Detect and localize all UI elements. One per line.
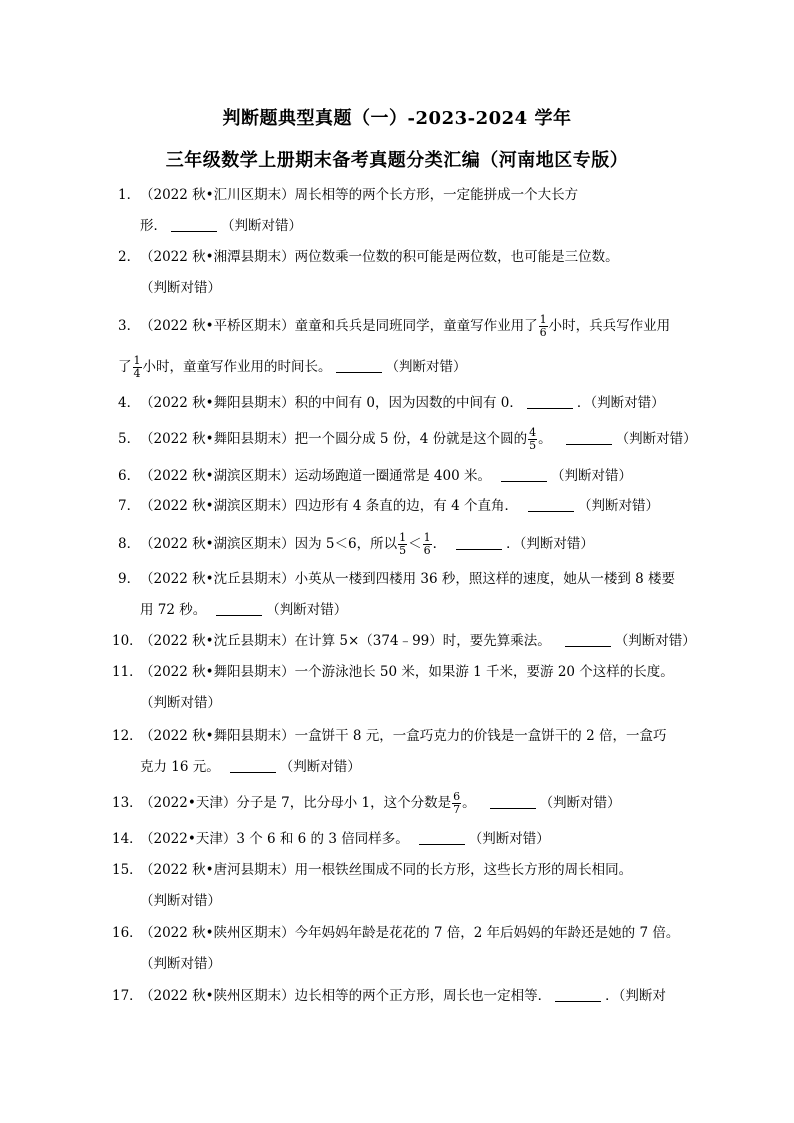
question-text: 小时，兵兵写作业用 xyxy=(548,318,671,334)
fraction: $\frac{1}{5}$ xyxy=(399,531,407,557)
question-text: （2022 秋•湖滨区期末）运动场跑道一圈通常是 400 米。 xyxy=(140,468,491,484)
question-text: 克力 16 元。 xyxy=(140,759,220,775)
judge-tag: （判断对错） xyxy=(266,602,348,618)
answer-blank[interactable] xyxy=(555,987,601,1002)
question-text: （2022 秋•湘潭县期末）两位数乘一位数的积可能是两位数，也可能是三位数。 xyxy=(140,249,619,265)
question-text: （2022 秋•平桥区期末）童童和兵兵是同班同学，童童写作业用了 xyxy=(140,318,538,334)
question-text: （2022 秋•舞阳县期末）一个游泳池长 50 米，如果游 1 千米，要游 20 个这样的长度。 xyxy=(140,664,674,680)
judge-tag: （判断对错） xyxy=(590,395,665,411)
answer-blank[interactable] xyxy=(565,632,611,647)
question-text: 用 72 秒。 xyxy=(140,602,207,618)
question-number: 17． xyxy=(112,988,143,1004)
question-number: 3． xyxy=(118,318,141,334)
fraction: $\frac{1}{6}$ xyxy=(539,313,547,339)
judge-tag: （判断对错） xyxy=(550,468,632,484)
answer-blank[interactable] xyxy=(336,358,382,373)
fraction: $\frac{1}{4}$ xyxy=(133,354,141,380)
question-text: 小时，童童写作业用的时间长。 xyxy=(142,359,332,375)
question-text: （2022 秋•舞阳县期末）把一个圆分成 5 份，4 份就是这个圆的 xyxy=(140,431,528,447)
judge-tag: （判断对错） xyxy=(140,280,221,296)
question-text: （2022 秋•舞阳县期末）积的中间有 0，因为因数的中间有 0． xyxy=(140,395,523,411)
question-text: 了 xyxy=(118,359,132,375)
question-text: （2022•天津）分子是 7，比分母小 1，这个分数是 xyxy=(140,795,452,811)
question-text: （2022 秋•舞阳县期末）一盒饼干 8 元，一盒巧克力的价钱是一盒饼干的 2 倍，一盒巧 xyxy=(140,728,667,744)
judge-tag: （判断对错） xyxy=(519,536,594,552)
question-number: 1． xyxy=(118,187,141,203)
question-text: （2022 秋•湖滨区期末）四边形有 4 条直的边，有 4 个直角． xyxy=(140,498,518,514)
document-page: 判断题典型真题（一）-2023-2024 学年 三年级数学上册期末备考真题分类汇编（河南地区专版） 1． （2022 秋•汇川区期末）周长相等的两个长方形，一定能拼成一个大长方 形． （判断对错） 2． （2022 秋•湘潭县期末）两位数乘一位数的积可能是两位数，也可能是三位数。 （判断对错） 3． （2022 秋•平桥区期末）童童和兵兵是同班同学，童童写作业用了 $\frac{1}{6}$ 小时，兵兵写作业用 了 $\frac{1}{4}$ 小时，童童写作业用的时间长。 （判断对错） 4． （2022 秋•舞阳县期末）积的中间有 0，因为因数的中间有 0． ．（判断对错） 5． （2022 秋•舞阳县期末）把一个圆分成 5 份，4 份就是这个圆的 $\frac{4}{5}$ 。 （判断对错） 6． （2022 秋•湖滨区期末）运动场跑道一圈通常是 400 米。 （判断对错） 7． （2022 秋•湖滨区期末）四边形有 4 条直的边，有 4 个直角． （判断对错） 8． （2022 秋•湖滨区期末）因为 5＜6，所以 $\frac{1}{5}$ ＜ $\frac{1}{6}$ ． ．（判断对错） 9． （2022 秋•沈丘县期末）小英从一楼到四楼用 36 秒，照这样的速度，她从一楼到 8 楼要 用 72 秒。 （判断对错） 10． （2022 秋•沈丘县期末）在计算 5×（374﹣99）时，要先算乘法。 （判断对错） 11． （2022 秋•舞阳县期末）一个游泳池长 50 米，如果游 1 千米，要游 20 个这样的长度。 （判断对错） 12． （2022 秋•舞阳县期末）一盒饼干 8 元，一盒巧克力的价钱是一盒饼干的 2 倍，一盒巧 克力 16 元。 （判断对错） 13． （2022•天津）分子是 7，比分母小 1，这个分数是 $\frac{6}{7}$ 。 （判断对错） 14． （2022•天津）3 个 6 和 6 的 3 倍同样多。 （判断对错） 15． （2022 秋•唐河县期末）用一根铁丝围成不同的长方形，这些长方形的周长相同。 （判断对错） 16． （2022 秋•陕州区期末）今年妈妈年龄是花花的 7 倍，2 年后妈妈的年龄还是她的 7 倍。 （判断对错） 17． （2022 秋•陕州区期末）边长相等的两个正方形，周长也一定相等． ．（判断对 xyxy=(0,0,794,1123)
answer-blank[interactable] xyxy=(419,830,465,845)
answer-blank[interactable] xyxy=(230,758,276,773)
fraction: $\frac{1}{6}$ xyxy=(423,531,431,557)
judge-tag: （判断对错） xyxy=(385,359,467,375)
question-number: 6． xyxy=(118,468,141,484)
judge-tag: （判断对错） xyxy=(468,831,550,847)
answer-blank[interactable] xyxy=(501,467,547,482)
question-number: 16． xyxy=(112,925,143,941)
answer-blank[interactable] xyxy=(566,430,612,445)
question-text: （2022 秋•陕州区期末）今年妈妈年龄是花花的 7 倍，2 年后妈妈的年龄还是她的 7 倍。 xyxy=(140,925,680,941)
question-number: 12． xyxy=(112,728,143,744)
question-number: 14． xyxy=(112,831,143,847)
judge-tag: （判断对错） xyxy=(279,759,361,775)
answer-blank[interactable] xyxy=(171,217,217,232)
question-text: （2022 秋•沈丘县期末）小英从一楼到四楼用 36 秒，照这样的速度，她从一楼到 8 楼要 xyxy=(140,571,676,587)
question-number: 2． xyxy=(118,249,141,265)
answer-blank[interactable] xyxy=(527,394,573,409)
question-number: 13． xyxy=(112,795,143,811)
judge-tag: （判断对错） xyxy=(615,431,697,447)
question-number: 4． xyxy=(118,395,141,411)
question-number: 5． xyxy=(118,431,141,447)
answer-blank[interactable] xyxy=(490,794,536,809)
question-number: 9． xyxy=(118,571,141,587)
judge-tag: （判断对错） xyxy=(577,498,659,514)
judge-tag: （判断对错） xyxy=(539,795,621,811)
answer-blank[interactable] xyxy=(216,601,262,616)
judge-tag: （判断对错） xyxy=(140,893,221,909)
answer-blank[interactable] xyxy=(456,535,502,550)
question-text: 形． xyxy=(140,218,167,234)
question-number: 8． xyxy=(118,536,141,552)
question-number: 7． xyxy=(118,498,141,514)
question-number: 15． xyxy=(112,862,143,878)
question-number: 10． xyxy=(112,633,143,649)
question-text: （2022•天津）3 个 6 和 6 的 3 倍同样多。 xyxy=(140,831,409,847)
question-text: （2022 秋•陕州区期末）边长相等的两个正方形，周长也一定相等． xyxy=(140,988,552,1004)
judge-tag: （判断对错） xyxy=(221,218,302,234)
answer-blank[interactable] xyxy=(528,497,574,512)
judge-tag: （判断对错） xyxy=(140,695,221,711)
question-text: （2022 秋•沈丘县期末）在计算 5×（374﹣99）时，要先算乘法。 xyxy=(140,633,551,649)
judge-tag: （判断对错） xyxy=(140,956,221,972)
question-text: （2022 秋•唐河县期末）用一根铁丝围成不同的长方形，这些长方形的周长相同。 xyxy=(140,862,633,878)
fraction: $\frac{4}{5}$ xyxy=(529,426,537,452)
document-title-line-2: 三年级数学上册期末备考真题分类汇编（河南地区专版） xyxy=(165,150,629,171)
question-text: （2022 秋•汇川区期末）周长相等的两个长方形，一定能拼成一个大长方 xyxy=(140,187,579,203)
fraction: $\frac{6}{7}$ xyxy=(453,790,461,816)
question-number: 11． xyxy=(112,664,143,680)
judge-tag: ．（判断对 xyxy=(605,988,666,1004)
document-title-line-1: 判断题典型真题（一）-2023-2024 学年 xyxy=(222,108,572,129)
judge-tag: （判断对错） xyxy=(614,633,696,649)
question-text: （2022 秋•湖滨区期末）因为 5＜6，所以 xyxy=(140,536,398,552)
